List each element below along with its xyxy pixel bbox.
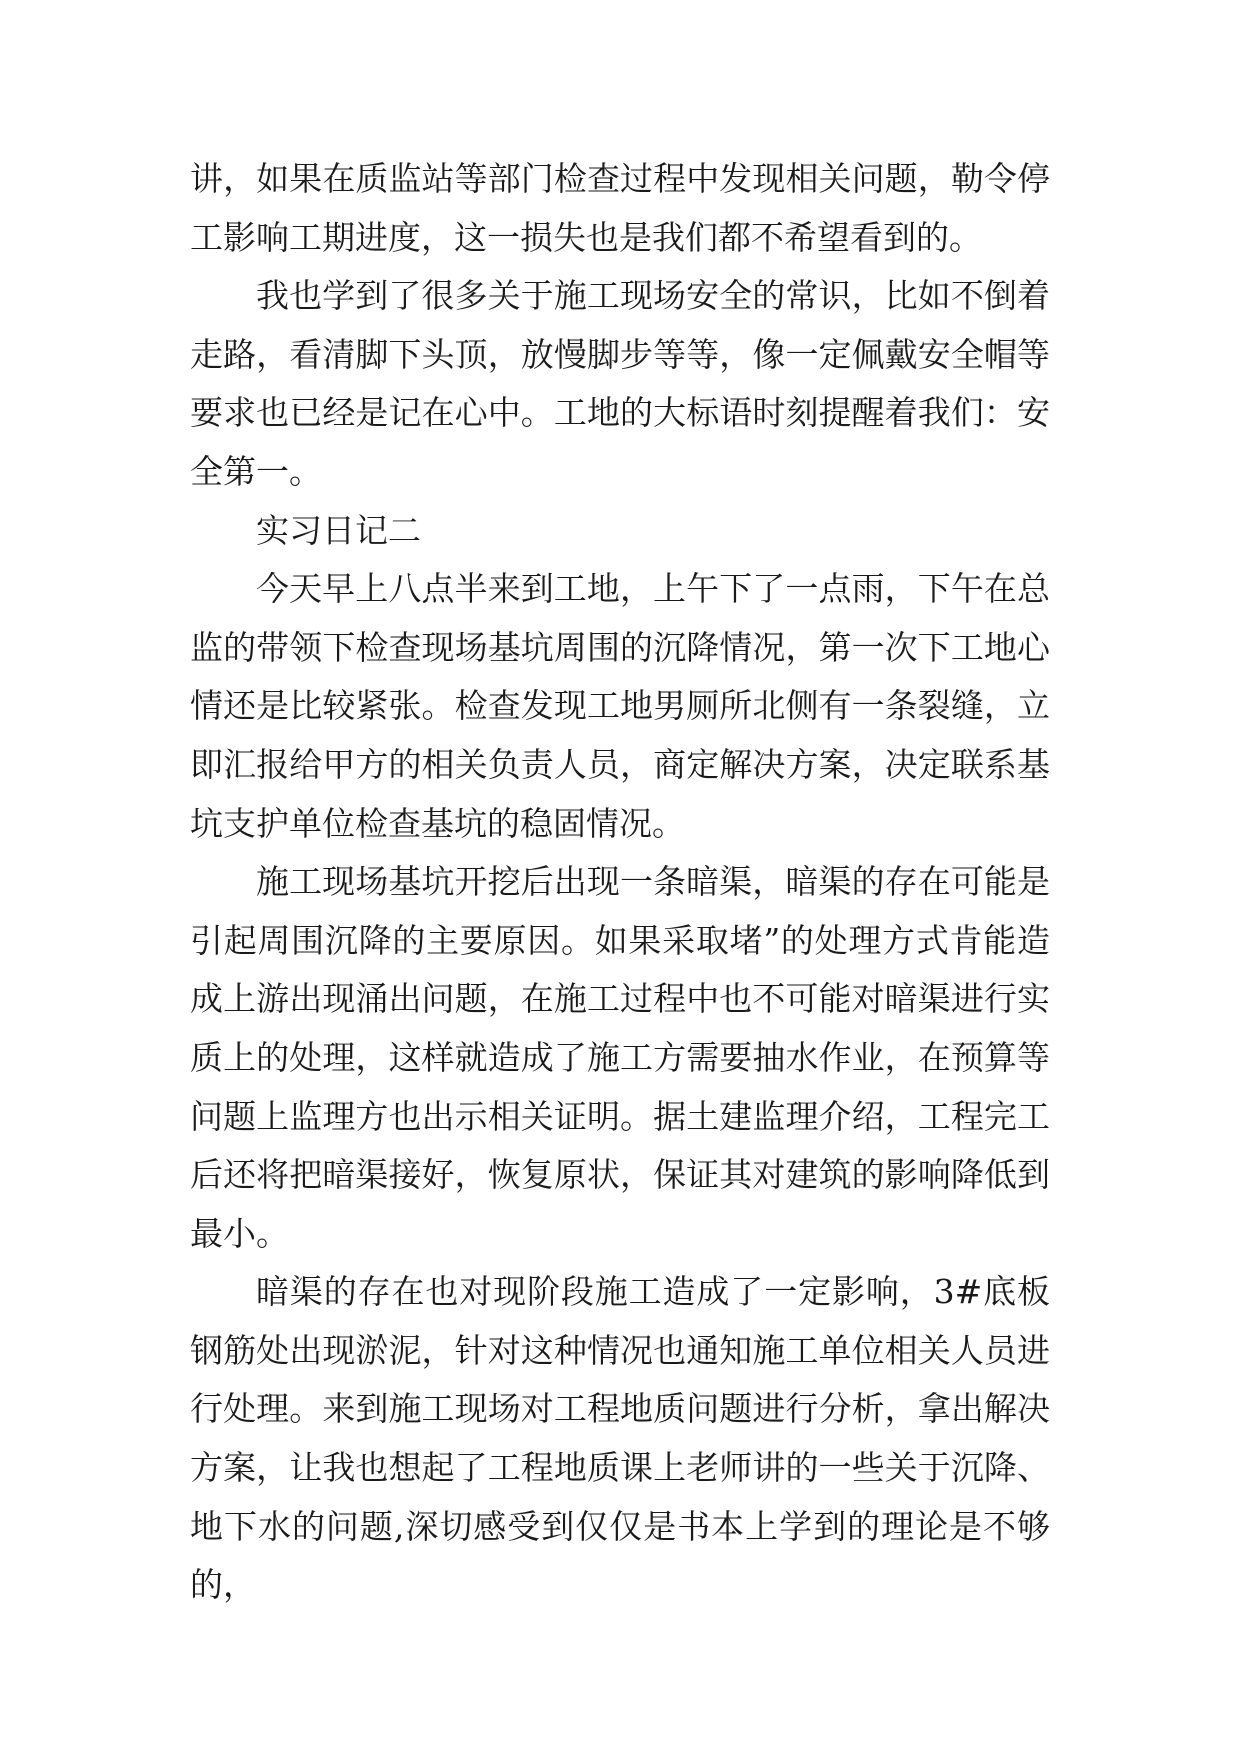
paragraph-safety-knowledge: 我也学到了很多关于施工现场安全的常识，比如不倒着走路，看清脚下头顶，放慢脚步等等，像一定佩戴安全帽等要求也已经是记在心中。工地的大标语时刻提醒着我们：安全第一。 [190, 276, 1050, 491]
document-body [190, 150, 1050, 1615]
paragraph-site-inspection: 今天早上八点半来到工地，上午下了一点雨，下午在总监的带领下检查现场基坑周围的沉降情况，第一次下工地心情还是比较紧张。检查发现工地男厕所北侧有一条裂缝，立即汇报给甲方的相关负责人员，商定解决方案，决定联系基坑支护单位检查基坑的稳固情况。 [190, 569, 1050, 843]
paragraph-culvert-impact: 暗渠的存在也对现阶段施工造成了一定影响，3#底板钢筋处出现淤泥，针对这种情况也通知施工单位相关人员进行处理。来到施工现场对工程地质问题进行分析，拿出解决方案，让我也想起了工程地质课上老师讲的一些关于沉降、地下水的问题,深切感受到仅仅是书本上学到的理论是不够的， [190, 1272, 1050, 1605]
paragraph-continuation: 讲，如果在质监站等部门检查过程中发现相关问题，勒令停工影响工期进度，这一损失也是我们都不希望看到的。 [190, 159, 1050, 257]
paragraph-culvert-cause: 施工现场基坑开挖后出现一条暗渠，暗渠的存在可能是引起周围沉降的主要原因。如果采取堵”的处理方式肯能造成上游出现涌出问题，在施工过程中也不可能对暗渠进行实质上的处理，这样就造成了施工方需要抽水作业，在预算等问题上监理方也出示相关证明。据土建监理介绍，工程完工后还将把暗渠接好，恢复原状，保证其对建筑的影响降低到最小。 [190, 862, 1050, 1253]
section-heading-diary-two: 实习日记二 [256, 510, 421, 550]
